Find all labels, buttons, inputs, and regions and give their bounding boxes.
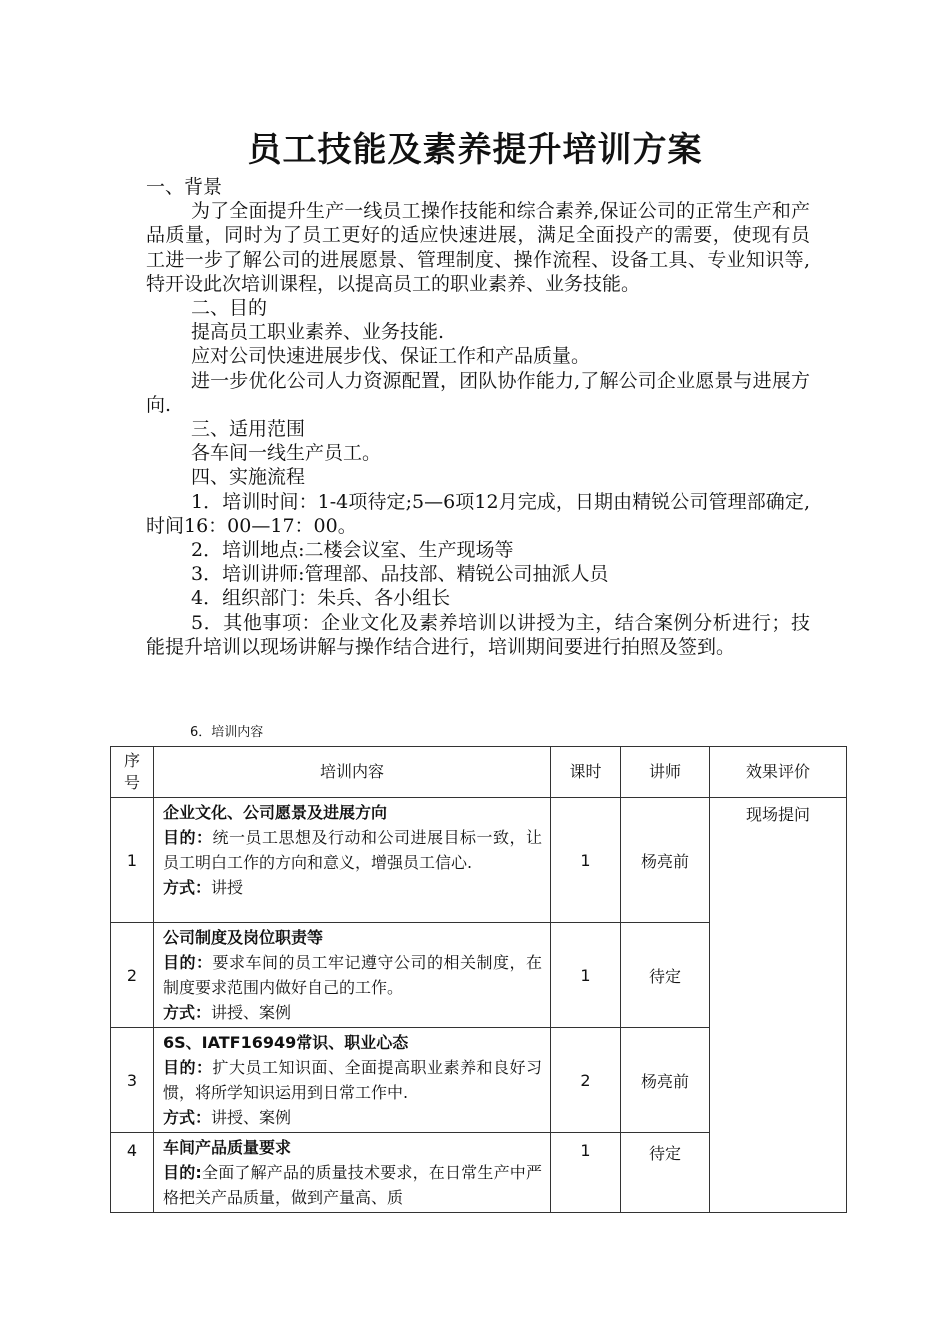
row-teacher: 杨亮前: [621, 1028, 710, 1133]
method-label: 方式：: [163, 878, 212, 897]
method-label: 方式：: [163, 1003, 212, 1022]
training-purpose: [163, 1160, 542, 1210]
training-table: [110, 746, 847, 1213]
method-text: 讲授: [211, 878, 244, 897]
row-number: 2: [111, 923, 154, 1028]
background-paragraph: 为了全面提升生产一线员工操作技能和综合素养,保证公司的正常生产和产品质量，同时为了员工更好的适应快速进展，满足全面投产的需要，使现有员工进一步了解公司的进展愿景、管理制度、操作流程、设备工具、专业知识等,特开设此次培训课程，以提高员工的职业素养、业务技能。: [146, 200, 810, 295]
training-method: [163, 1000, 542, 1025]
training-method: [163, 875, 542, 900]
purpose-item: 进一步优化公司人力资源配置，团队协作能力,了解公司企业愿景与进展方向.: [146, 369, 810, 416]
row-hours: 2: [551, 1028, 621, 1133]
training-content: [154, 798, 551, 923]
process-item: 4．组织部门：朱兵、各小组长: [191, 587, 451, 610]
document-body: [146, 175, 810, 659]
row-teacher: 待定: [621, 923, 710, 1028]
header-teacher: 讲师: [621, 747, 710, 798]
section-heading-purpose: 二、目的: [191, 297, 268, 320]
training-topic: 车间产品质量要求: [163, 1138, 292, 1157]
purpose-item: 应对公司快速进展步伐、保证工作和产品质量。: [191, 345, 591, 368]
row-hours: 1: [551, 1133, 621, 1213]
purpose-text: 统一员工思想及行动和公司进展目标一致，让员工明白工作的方向和意义，增强员工信心.: [163, 828, 542, 872]
purpose-text: 全面了解产品的质量技术要求，在日常生产中严格把关产品质量，做到产量高、质: [163, 1163, 542, 1207]
header-no: 序号: [111, 747, 154, 798]
table-row: [111, 798, 847, 923]
section-heading-background: 一、背景: [146, 176, 223, 198]
scope-item: 各车间一线生产员工。: [191, 442, 382, 465]
training-method: [163, 1105, 542, 1130]
purpose-label: 目的：: [163, 953, 213, 972]
row-teacher: 待定: [621, 1133, 710, 1213]
section-heading-scope: 三、适用范围: [191, 418, 306, 441]
training-content: [154, 1133, 551, 1213]
method-label: 方式：: [163, 1108, 212, 1127]
row-hours: 1: [551, 923, 621, 1028]
purpose-label: 目的:: [163, 1163, 202, 1182]
table-caption: 6．培训内容: [190, 725, 264, 740]
method-text: 讲授、案例: [211, 1003, 292, 1022]
row-number: 3: [111, 1028, 154, 1133]
page-title: 员工技能及素养提升培训方案: [247, 130, 703, 170]
process-item: 2．培训地点:二楼会议室、生产现场等: [191, 539, 514, 562]
header-content: 培训内容: [154, 747, 551, 798]
process-item: 1．培训时间：1-4项待定;5—6项12月完成，日期由精锐公司管理部确定,时间16：00—17：00。: [146, 490, 810, 537]
purpose-text: 要求车间的员工牢记遵守公司的相关制度，在制度要求范围内做好自己的工作。: [163, 953, 542, 997]
purpose-label: 目的：: [163, 1058, 213, 1077]
training-content: [154, 923, 551, 1028]
purpose-text: 扩大员工知识面、全面提高职业素养和良好习惯，将所学知识运用到日常工作中.: [163, 1058, 542, 1102]
header-hours: 课时: [551, 747, 621, 798]
process-item: 3．培训讲师:管理部、品技部、精锐公司抽派人员: [191, 563, 609, 586]
training-purpose: [163, 950, 542, 1000]
training-purpose: [163, 825, 542, 875]
training-topic: 企业文化、公司愿景及进展方向: [163, 803, 388, 822]
training-topic: 6S、IATF16949常识、职业心态: [163, 1033, 409, 1052]
purpose-label: 目的：: [163, 828, 213, 847]
method-text: 讲授、案例: [211, 1108, 292, 1127]
purpose-item: 提高员工职业素养、业务技能.: [191, 321, 445, 344]
section-heading-process: 四、实施流程: [191, 466, 306, 489]
header-evaluation: 效果评价: [710, 747, 847, 798]
training-topic: 公司制度及岗位职责等: [163, 928, 324, 947]
row-hours: 1: [551, 798, 621, 923]
row-number: 4: [111, 1133, 154, 1213]
training-content: [154, 1028, 551, 1133]
table-header-row: [111, 747, 847, 798]
row-number: 1: [111, 798, 154, 923]
process-item: 5．其他事项：企业文化及素养培训以讲授为主，结合案例分析进行；技能提升培训以现场讲解与操作结合进行，培训期间要进行拍照及签到。: [146, 611, 810, 658]
row-teacher: 杨亮前: [621, 798, 710, 923]
evaluation-cell: 现场提问: [710, 798, 847, 1213]
training-purpose: [163, 1055, 542, 1105]
